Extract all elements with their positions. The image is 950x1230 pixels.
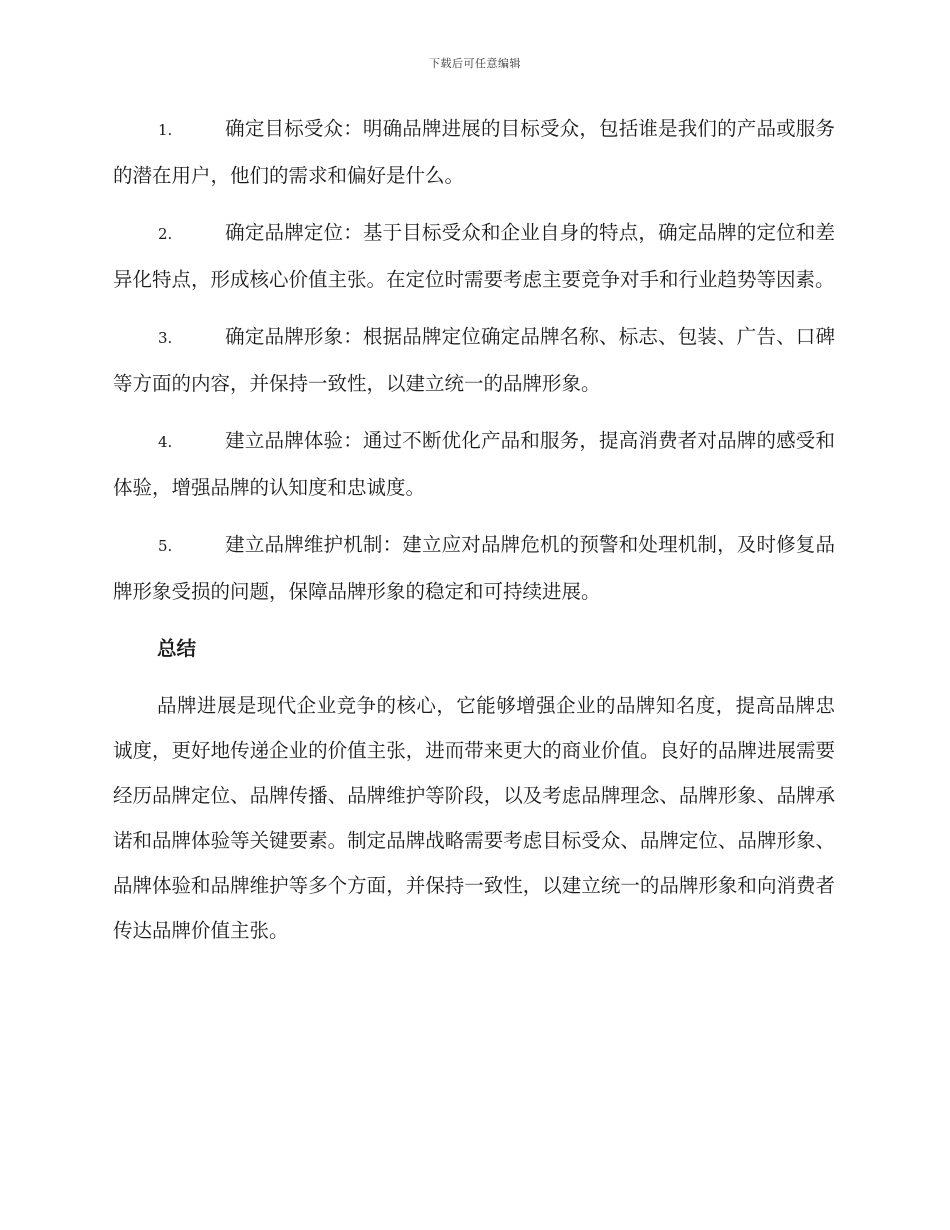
header-note: 下载后可任意编辑 (429, 57, 521, 70)
list-item-number: 1. (158, 121, 173, 139)
list-item-4 (113, 418, 835, 510)
summary-paragraph: 品牌进展是现代企业竞争的核心，它能够增强企业的品牌知名度，提高品牌忠诚度，更好地传递企业的价值主张，进而带来更大的商业价值。良好的品牌进展需要经历品牌定位、品牌传播、品牌维护等阶段，以及考虑品牌理念、品牌形象、品牌承诺和品牌体验等关键要素。制定品牌战略需要考虑目标受众、品牌定位、品牌形象、品牌体验和品牌维护等多个方面，并保持一致性，以建立统一的品牌形象和向消费者传达品牌价值主张。 (113, 694, 835, 942)
list-item-number: 3. (158, 329, 173, 347)
summary-heading: 总结 (157, 637, 197, 660)
document-body (113, 106, 835, 953)
list-item-number: 2. (158, 225, 173, 243)
list-item-number: 5. (158, 537, 173, 555)
list-item-5 (113, 522, 835, 614)
list-item-1 (113, 106, 835, 198)
list-item-3 (113, 314, 835, 406)
list-item-2 (113, 210, 835, 302)
list-item-text: 确定目标受众：明确品牌进展的目标受众，包括谁是我们的产品或服务的潜在用户，他们的需求和偏好是什么。 (113, 117, 835, 187)
list-item-text: 建立品牌体验：通过不断优化产品和服务，提高消费者对品牌的感受和体验，增强品牌的认知度和忠诚度。 (113, 429, 835, 499)
list-item-number: 4. (158, 433, 173, 451)
list-item-text: 建立品牌维护机制：建立应对品牌危机的预警和处理机制，及时修复品牌形象受损的问题，保障品牌形象的稳定和可持续进展。 (113, 533, 835, 603)
list-item-text: 确定品牌形象：根据品牌定位确定品牌名称、标志、包装、广告、口碑等方面的内容，并保持一致性，以建立统一的品牌形象。 (113, 325, 835, 395)
list-item-text: 确定品牌定位：基于目标受众和企业自身的特点，确定品牌的定位和差异化特点，形成核心价值主张。在定位时需要考虑主要竞争对手和行业趋势等因素。 (113, 221, 835, 291)
